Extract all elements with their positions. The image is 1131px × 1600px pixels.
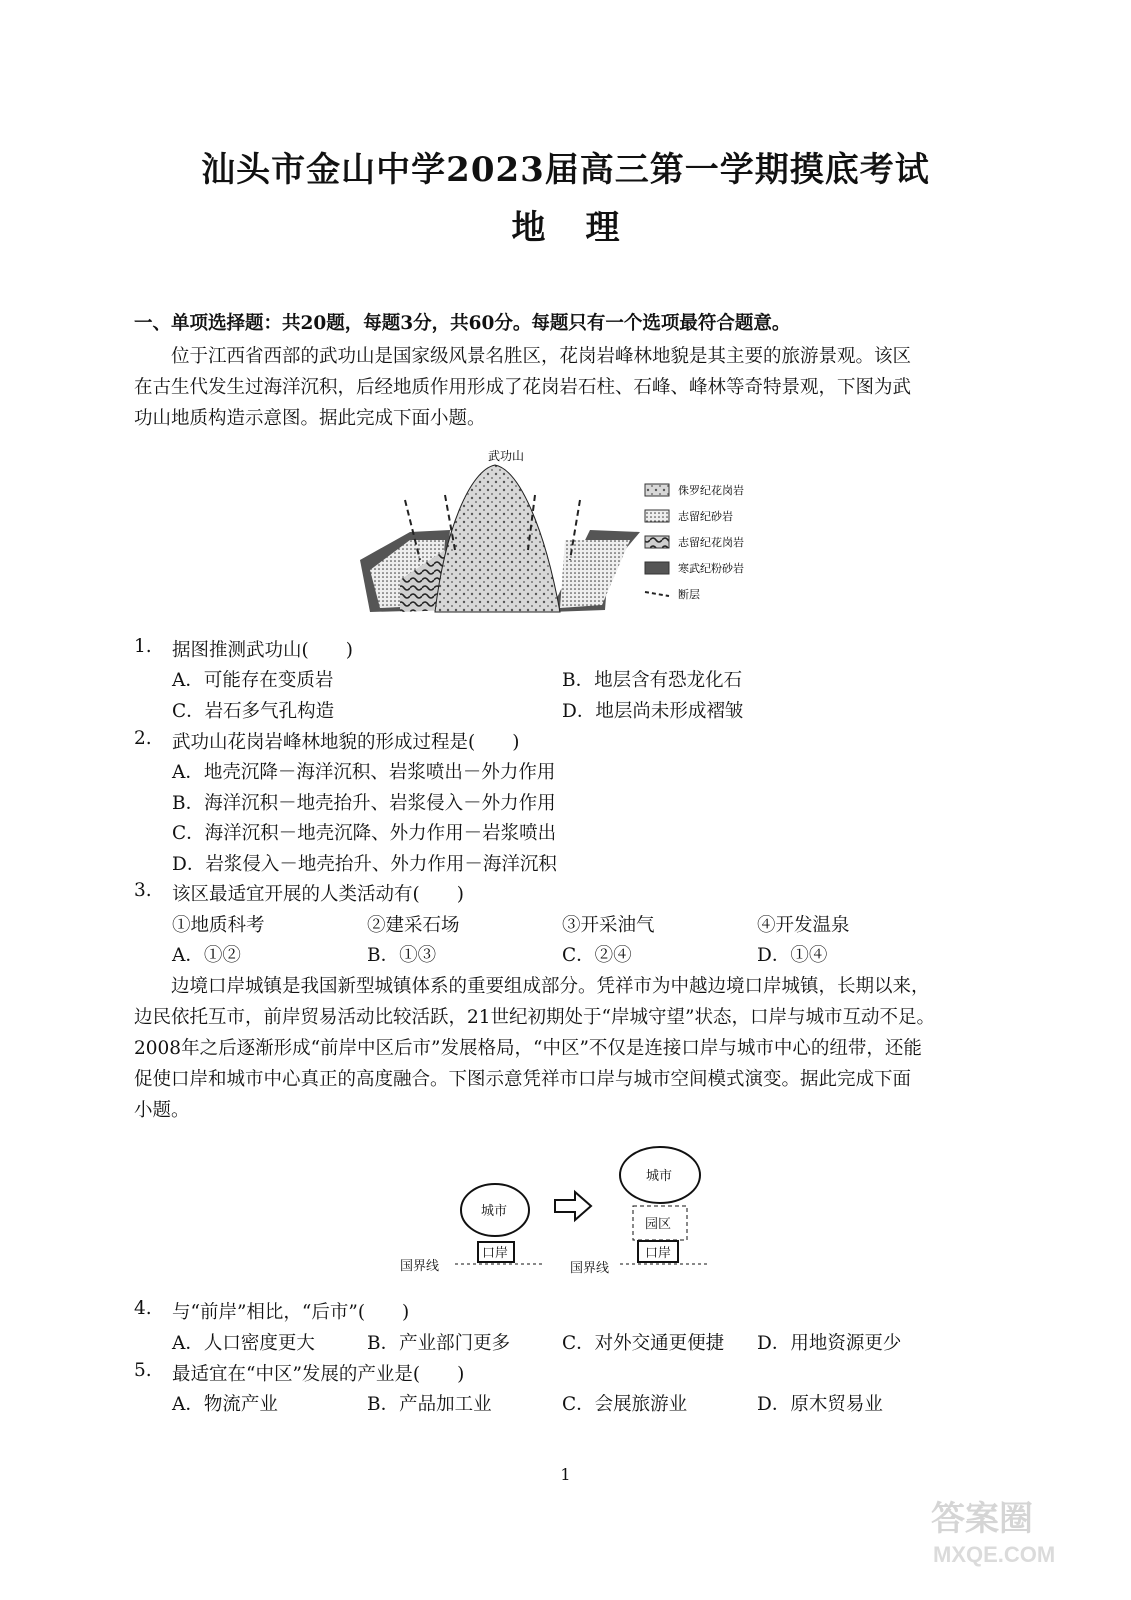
legend-label: 侏罗纪花岗岩: [678, 485, 744, 497]
city-label: 城市: [646, 1168, 673, 1183]
option-b: B．海洋沉积－地壳抬升、岩浆侵入－外力作用: [172, 793, 556, 814]
option-d: D．①④: [757, 945, 828, 966]
option-a: A．①②: [172, 945, 241, 966]
port-city-diagram: [395, 1140, 715, 1280]
option-d: D．地层尚未形成褶皱: [562, 701, 744, 722]
legend-swatch: [645, 484, 669, 496]
port-label: 口岸: [645, 1245, 672, 1260]
legend-label: 志留纪花岗岩: [678, 537, 744, 549]
choice-item: ①地质科考: [172, 915, 265, 936]
question-text: 武功山花岗岩峰林地貌的形成过程是( ): [172, 732, 520, 753]
question-number: 4.: [134, 1298, 152, 1319]
option-d: D．原木贸易业: [757, 1394, 883, 1415]
passage-2: [134, 971, 984, 1126]
question-text: 该区最适宜开展的人类活动有( ): [172, 884, 464, 905]
question-number: 5.: [134, 1360, 152, 1381]
legend-fault-symbol: [645, 592, 669, 596]
passage-line: 边境口岸城镇是我国新型城镇体系的重要组成部分。凭祥市为中越边境口岸城镇，长期以来，: [171, 976, 930, 997]
passage-line: 在古生代发生过海洋沉积，后经地质作用形成了花岗岩石柱、石峰、峰林等奇特景观，下图为武: [134, 377, 912, 398]
question-number: 3.: [134, 880, 152, 901]
option-c: C．②④: [562, 945, 632, 966]
border-label: 国界线: [400, 1258, 440, 1273]
subject-title: 地理: [511, 208, 660, 248]
question-text: 据图推测武功山( ): [172, 640, 353, 661]
choice-item: ④开发温泉: [757, 915, 850, 936]
option-b: B．①③: [367, 945, 437, 966]
page-title: 汕头市金山中学2023届高三第一学期摸底考试: [201, 150, 930, 190]
choice-item: ③开采油气: [562, 915, 655, 936]
border-label: 国界线: [570, 1260, 610, 1275]
option-b: B．产品加工业: [367, 1394, 492, 1415]
legend-swatch: [645, 510, 669, 522]
option-d: D．岩浆侵入－地壳抬升、外力作用－海洋沉积: [172, 854, 557, 875]
option-c: C．对外交通更便捷: [562, 1333, 725, 1354]
mountain-label: 武功山: [488, 449, 525, 463]
choice-item: ②建采石场: [367, 915, 460, 936]
passage-line: 功山地质构造示意图。据此完成下面小题。: [134, 408, 486, 429]
option-b: B．产业部门更多: [367, 1333, 511, 1354]
legend: [645, 483, 744, 601]
option-a: A．地壳沉降－海洋沉积、岩浆喷出－外力作用: [172, 762, 556, 783]
option-a: A．可能存在变质岩: [172, 670, 334, 691]
legend-label: 志留纪砂岩: [678, 511, 733, 523]
question-number: 2.: [134, 728, 152, 749]
option-c: C．会展旅游业: [562, 1394, 688, 1415]
question-text: 与“前岸”相比，“后市”( ): [172, 1302, 410, 1323]
legend-swatch: [645, 562, 669, 574]
zone-label: 园区: [645, 1216, 672, 1231]
port-label: 口岸: [482, 1245, 509, 1260]
question-text: 最适宜在“中区”发展的产业是( ): [172, 1364, 465, 1385]
passage-line: 促使口岸和城市中心真正的高度融合。下图示意凭祥市口岸与城市空间模式演变。据此完成下面: [134, 1069, 912, 1090]
section-heading: 一、单项选择题：共20题，每题3分，共60分。每题只有一个选项最符合题意。: [134, 313, 791, 334]
arrow-right-icon: [555, 1192, 591, 1220]
option-c: C．海洋沉积－地壳沉降、外力作用－岩浆喷出: [172, 823, 557, 844]
passage-line: 边民依托互市，前岸贸易活动比较活跃，21世纪初期处于“岸城守望”状态，口岸与城市互动不足。: [134, 1007, 935, 1028]
geology-diagram: [350, 440, 780, 620]
silurian-sandstone-right: [560, 540, 630, 608]
page-number: 1: [560, 1465, 571, 1484]
option-b: B．地层含有恐龙化石: [562, 670, 743, 691]
passage-line: 位于江西省西部的武功山是国家级风景名胜区，花岗岩峰林地貌是其主要的旅游景观。该区: [171, 346, 912, 367]
watermark-logo: [921, 1490, 1091, 1570]
option-c: C．岩石多气孔构造: [172, 701, 335, 722]
question-number: 1.: [134, 636, 152, 657]
legend-label: 断层: [678, 589, 700, 601]
passage-line: 2008年之后逐渐形成“前岸中区后市”发展格局，“中区”不仅是连接口岸与城市中心的纽带，还能: [134, 1038, 922, 1059]
passage-1: [134, 341, 984, 434]
city-label: 城市: [481, 1203, 508, 1218]
svg-text:MXQE.COM: MXQE.COM: [933, 1542, 1056, 1567]
svg-text:答案圈: 答案圈: [931, 1500, 1033, 1538]
option-a: A．物流产业: [172, 1394, 278, 1415]
passage-line: 小题。: [134, 1100, 190, 1121]
legend-swatch: [645, 536, 669, 548]
option-a: A．人口密度更大: [172, 1333, 315, 1354]
option-d: D．用地资源更少: [757, 1333, 902, 1354]
legend-label: 寒武纪粉砂岩: [678, 563, 744, 575]
